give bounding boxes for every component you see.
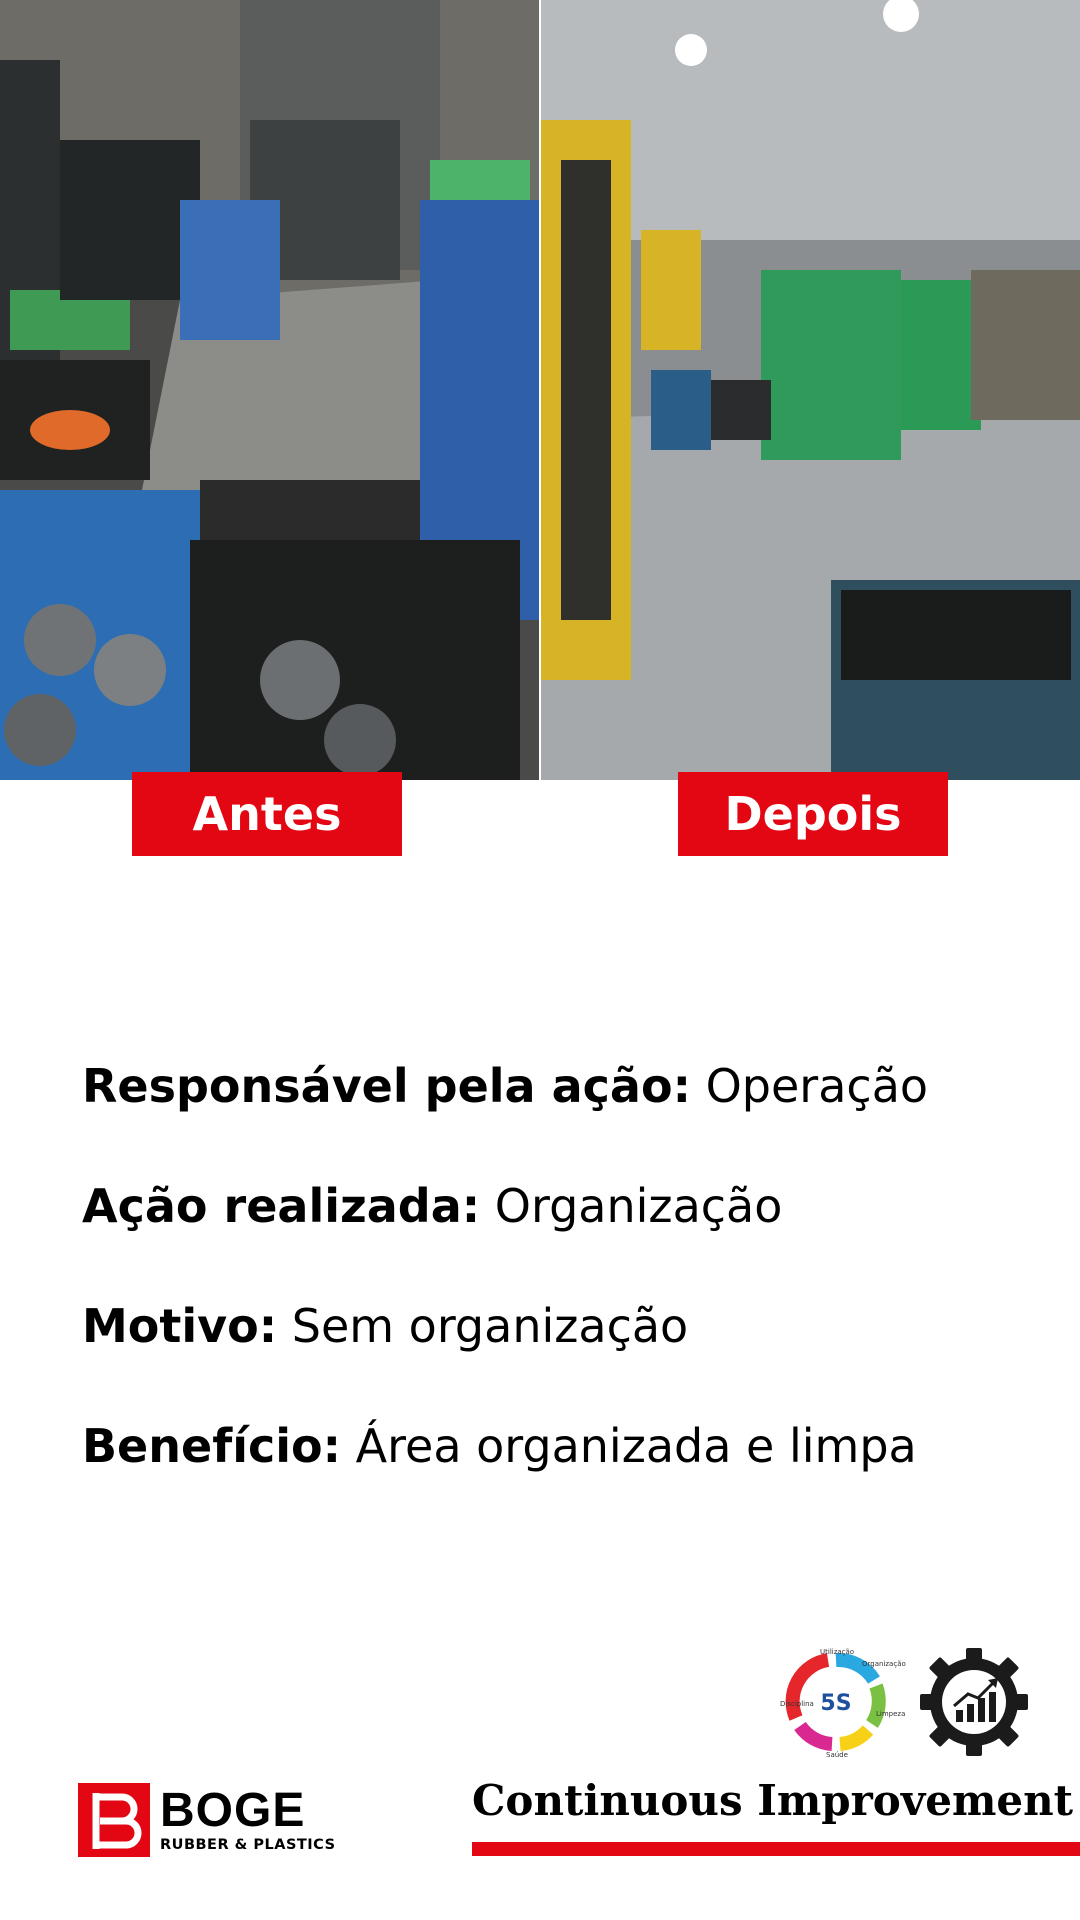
detail-responsible-label: Responsável pela ação: <box>82 1059 691 1113</box>
detail-benefit-value: Área organizada e limpa <box>341 1419 917 1473</box>
detail-responsible <box>82 1058 928 1114</box>
detail-responsible-value: Operação <box>690 1059 929 1113</box>
before-label: Antes <box>132 772 402 856</box>
before-photo <box>0 0 539 780</box>
detail-reason-value: Sem organização <box>277 1299 689 1353</box>
gear-chart-icon <box>918 1646 1030 1758</box>
after-label: Depois <box>678 772 948 856</box>
brand-name: BOGE <box>160 1783 306 1837</box>
detail-action-value: Organização <box>480 1179 783 1233</box>
5s-word-2: Organização <box>862 1660 906 1668</box>
continuous-improvement-title: Continuous Improvement <box>472 1776 1074 1825</box>
detail-reason-label: Motivo: <box>82 1299 278 1353</box>
5s-word-4: Saúde <box>826 1751 848 1759</box>
5s-cycle-icon <box>780 1646 906 1759</box>
detail-action <box>82 1178 782 1234</box>
5s-center-text: 5S <box>820 1691 852 1716</box>
detail-benefit <box>82 1418 917 1474</box>
5s-word-5: Disciplina <box>780 1700 814 1708</box>
boge-logo <box>78 1783 336 1857</box>
boge-logo-mark <box>78 1783 150 1857</box>
5s-word-1: Utilização <box>820 1648 855 1656</box>
detail-action-label: Ação realizada: <box>82 1179 481 1233</box>
detail-benefit-label: Benefício: <box>82 1419 342 1473</box>
brand-tagline: RUBBER & PLASTICS <box>160 1836 336 1853</box>
title-underline-bar <box>472 1842 1080 1856</box>
detail-reason <box>82 1298 688 1354</box>
after-photo <box>541 0 1080 780</box>
5s-word-3: Limpeza <box>876 1710 906 1718</box>
